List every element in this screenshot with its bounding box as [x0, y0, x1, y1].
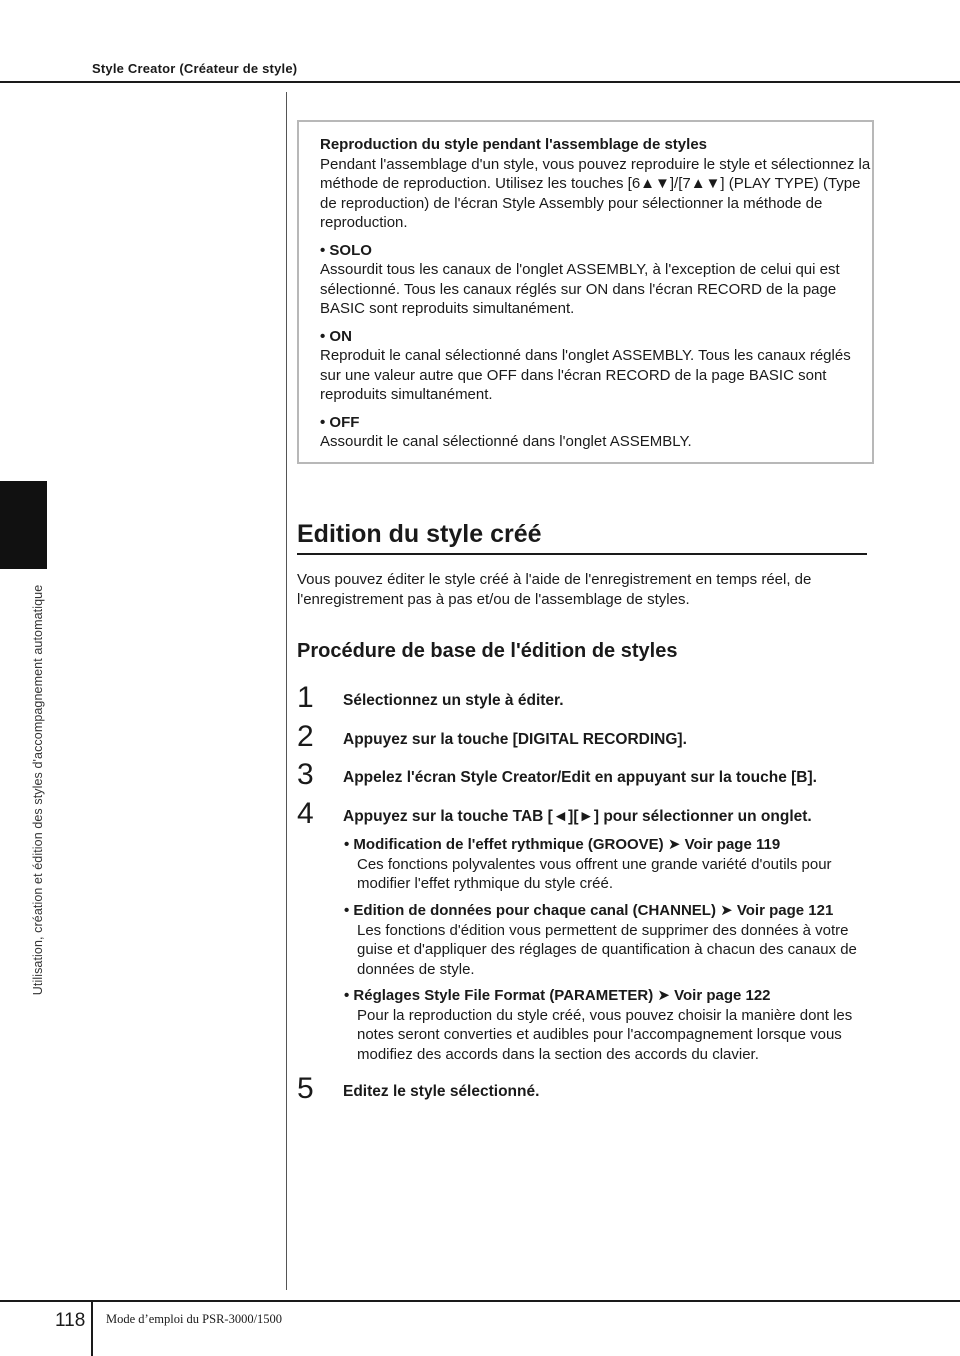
note-title: Reproduction du style pendant l'assemblage de styles: [320, 136, 707, 153]
running-header: Style Creator (Créateur de style): [92, 61, 298, 76]
note-body: Pendant l'assemblage d'un style, vous pouvez reproduire le style et sélectionnez la méthode de reproduction. Utilisez les touches [6▲▼]/[7▲▼] (PLAY TYPE) (Type de reproduction) de l'écran Style Assembly pour sélectionner la méthode de reproduction.: [320, 155, 871, 231]
bullet-item: [344, 835, 872, 894]
chapter-tab: [0, 481, 47, 569]
column-rule: [286, 92, 287, 1290]
step-number: 1: [297, 681, 314, 714]
step-text: Sélectionnez un style à éditer.: [343, 692, 564, 709]
note-item-label: • ON: [320, 327, 352, 345]
step-text: Appuyez sur la touche TAB [◄][►] pour sélectionner un onglet.: [343, 808, 812, 825]
note-item-label: • SOLO: [320, 241, 372, 259]
footer-divider: [91, 1300, 93, 1356]
note-item-text: Assourdit le canal sélectionné dans l'onglet ASSEMBLY.: [320, 433, 692, 450]
step-text: Appuyez sur la touche [DIGITAL RECORDING].: [343, 731, 687, 748]
note-item-label: • OFF: [320, 413, 360, 431]
header-rule: [0, 81, 960, 83]
section-intro: Vous pouvez éditer le style créé à l'aide de l'enregistrement en temps réel, de l'enregistrement pas à pas et/ou de l'assemblage de styles.: [297, 571, 812, 608]
chapter-tab-label: Utilisation, création et édition des styles d'accompagnement automatique: [31, 584, 45, 996]
step-number: 2: [297, 720, 314, 753]
step-text: Editez le style sélectionné.: [343, 1083, 540, 1100]
bullet-item: [344, 901, 872, 979]
bullet-heading: • Edition de données pour chaque canal (CHANNEL) ➤ Voir page 121: [344, 902, 834, 919]
step-text: Appelez l'écran Style Creator/Edit en appuyant sur la touche [B].: [343, 769, 817, 786]
step-number: 4: [297, 797, 314, 830]
step-number: 5: [297, 1072, 314, 1105]
bullet-body: Pour la reproduction du style créé, vous pouvez choisir la manière dont les notes seront converties et audibles pour l'accompagnement lorsque vous modifiez des accords dans la section des accords du clavier.: [357, 1006, 853, 1063]
page-number: 118: [55, 1310, 86, 1331]
bullet-heading: • Réglages Style File Format (PARAMETER) ➤ Voir page 122: [344, 987, 771, 1004]
bullet-heading: • Modification de l'effet rythmique (GROOVE) ➤ Voir page 119: [344, 836, 781, 853]
footer-rule: [0, 1300, 960, 1302]
step-number: 3: [297, 758, 314, 791]
section-title: Edition du style créé: [297, 520, 867, 555]
note-item-text: Reproduit le canal sélectionné dans l'onglet ASSEMBLY. Tous les canaux réglés sur une valeur autre que OFF dans l'écran RECORD de la page BASIC sont reproduits simultanément.: [320, 347, 851, 403]
bullet-body: Ces fonctions polyvalentes vous offrent une grande variété d'outils pour modifier l'effet rythmique du style créé.: [357, 855, 832, 892]
subsection-title: Procédure de base de l'édition de styles: [297, 640, 678, 662]
bullet-item: [344, 986, 872, 1064]
note-item-text: Assourdit tous les canaux de l'onglet ASSEMBLY, à l'exception de celui qui est sélectionné. Tous les canaux réglés sur ON dans l'écran RECORD de la page BASIC sont reproduits simultanément.: [320, 261, 840, 317]
manual-title: Mode d’emploi du PSR-3000/1500: [106, 1312, 283, 1326]
note-box: [297, 120, 874, 464]
bullet-body: Les fonctions d'édition vous permettent de supprimer des données à votre guise et d'appliquer des réglages de quantification à chacun des canaux de données de style.: [357, 921, 857, 978]
